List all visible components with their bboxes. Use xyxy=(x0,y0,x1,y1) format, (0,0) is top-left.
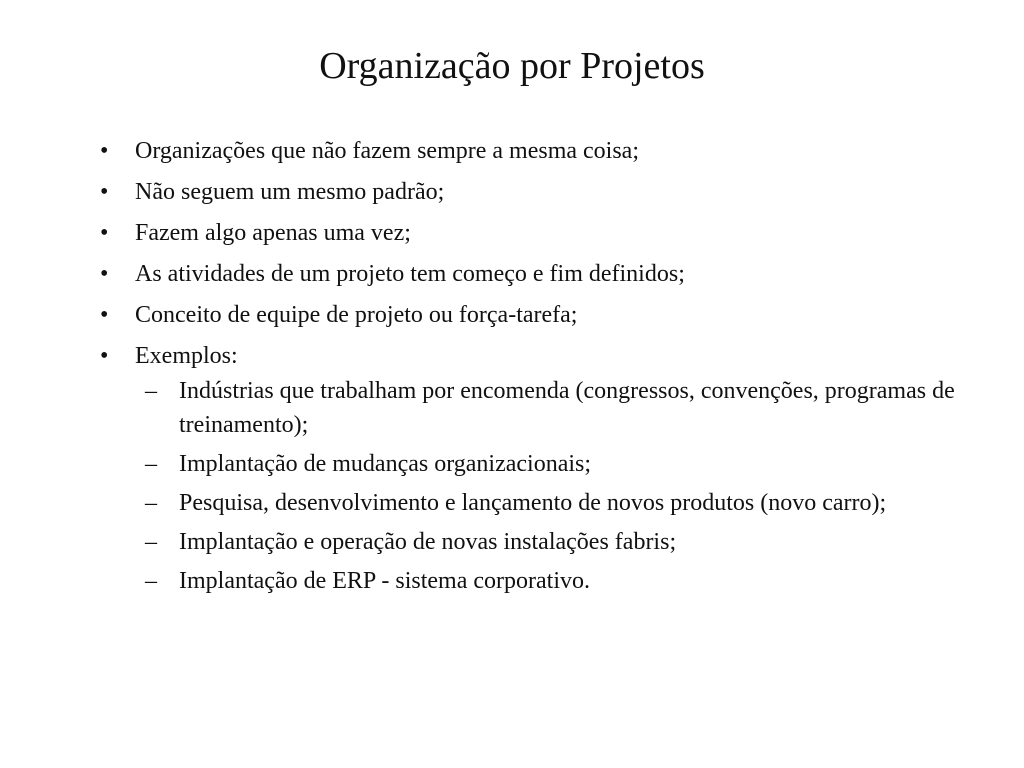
example-text: Implantação de ERP - sistema corporativo. xyxy=(179,568,590,594)
bullet-text: Conceito de equipe de projeto ou força-tarefa; xyxy=(135,302,578,328)
bullet-item xyxy=(100,215,960,251)
dash-marker: – xyxy=(145,529,157,555)
bullet-marker: • xyxy=(100,302,109,328)
bullet-marker: • xyxy=(100,179,109,205)
examples-sub-list xyxy=(100,374,960,598)
bullet-text: Não seguem um mesmo padrão; xyxy=(135,179,445,205)
example-text: Indústrias que trabalham por encomenda (congressos, convenções, programas de treinamento); xyxy=(179,378,955,438)
example-text: Pesquisa, desenvolvimento e lançamento de novos produtos (novo carro); xyxy=(179,490,887,516)
example-item xyxy=(100,486,960,520)
bullet-item xyxy=(100,297,960,333)
bullet-text: Exemplos: xyxy=(135,343,238,369)
bullet-list xyxy=(100,133,960,603)
dash-marker: – xyxy=(145,568,157,594)
example-item xyxy=(100,374,960,442)
example-text: Implantação e operação de novas instalações fabris; xyxy=(179,529,677,555)
bullet-marker: • xyxy=(100,261,109,287)
bullet-item-examples xyxy=(100,338,960,598)
example-text: Implantação de mudanças organizacionais; xyxy=(179,451,592,477)
bullet-item xyxy=(100,133,960,169)
bullet-text: Fazem algo apenas uma vez; xyxy=(135,220,411,246)
slide-title: Organização por Projetos xyxy=(319,45,705,87)
dash-marker: – xyxy=(145,378,157,404)
example-item xyxy=(100,525,960,559)
example-item xyxy=(100,564,960,598)
example-item xyxy=(100,447,960,481)
bullet-item xyxy=(100,174,960,210)
dash-marker: – xyxy=(145,490,157,516)
dash-marker: – xyxy=(145,451,157,477)
bullet-marker: • xyxy=(100,343,109,369)
bullet-marker: • xyxy=(100,220,109,246)
bullet-text: Organizações que não fazem sempre a mesma coisa; xyxy=(135,138,639,164)
bullet-marker: • xyxy=(100,138,109,164)
bullet-text: As atividades de um projeto tem começo e fim definidos; xyxy=(135,261,685,287)
bullet-item xyxy=(100,256,960,292)
